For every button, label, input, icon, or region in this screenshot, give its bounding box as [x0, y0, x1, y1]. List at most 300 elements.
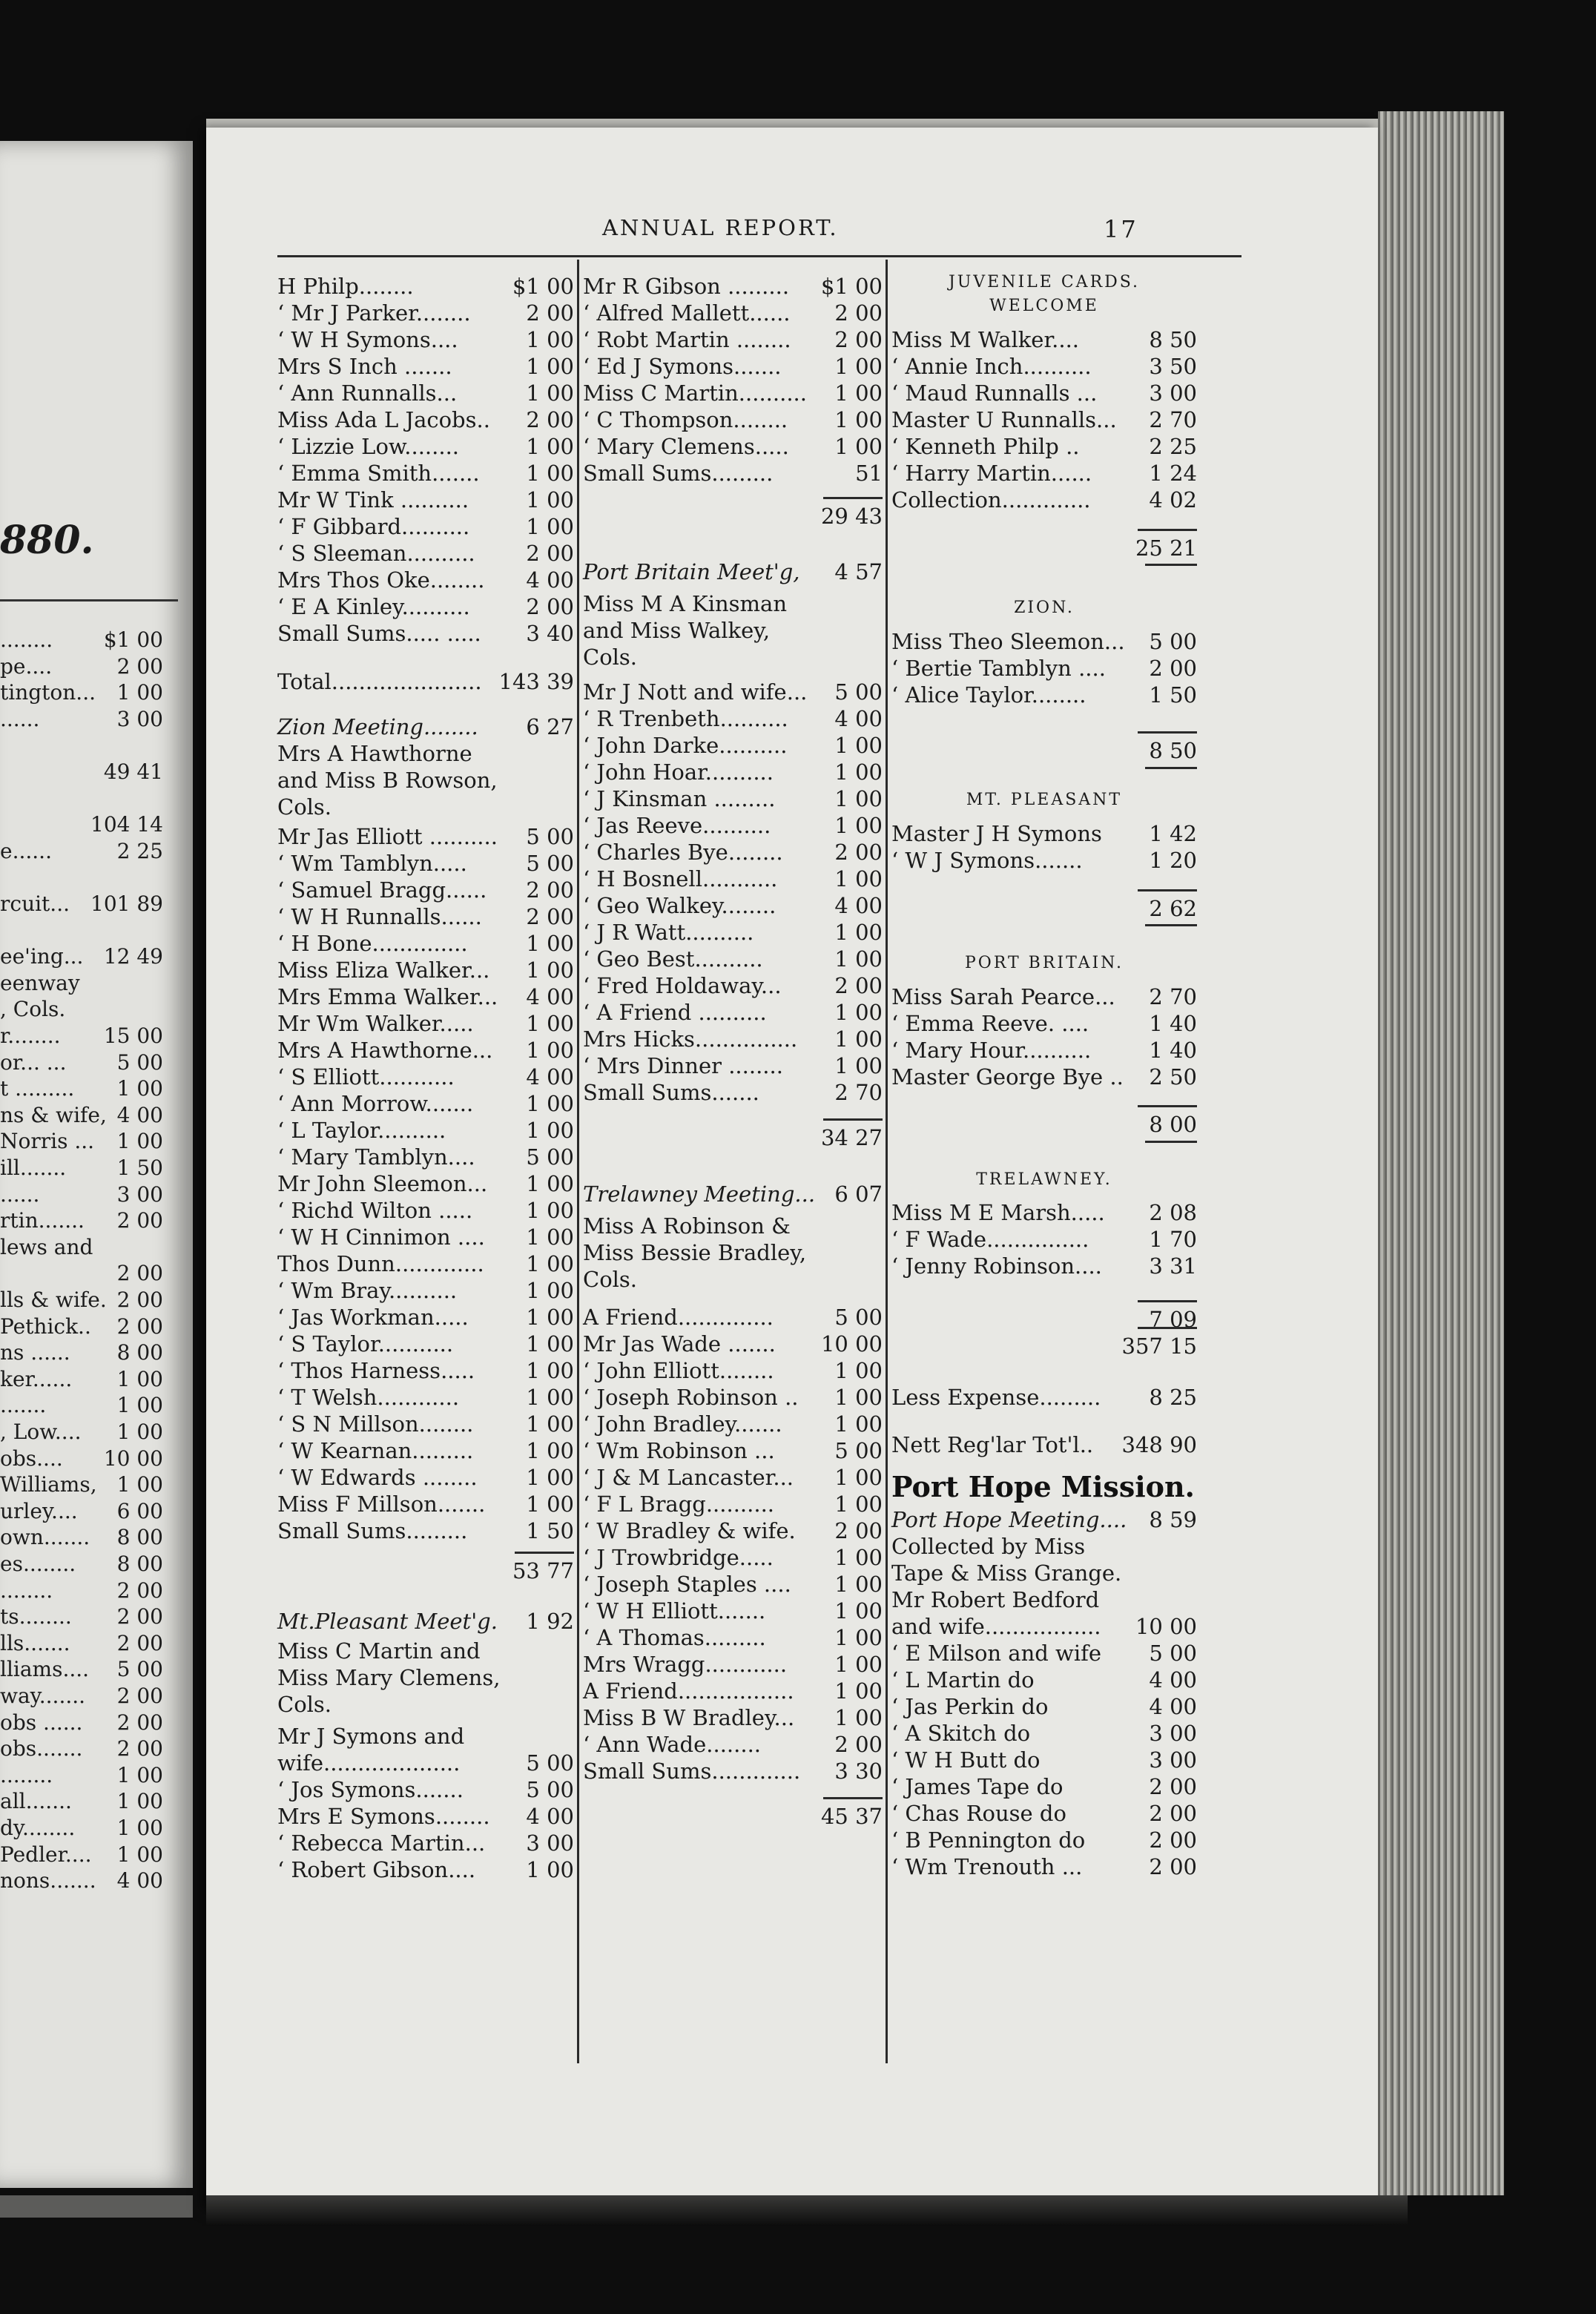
entry-amount: 1 50: [1146, 682, 1197, 708]
entry-amount: 45 37: [818, 1803, 883, 1830]
entry-name: ‘ B Pennington do: [891, 1827, 1086, 1853]
previous-page-row: [0, 1603, 163, 1629]
entry-amount: 34 27: [818, 1124, 883, 1151]
entry-row: [277, 823, 574, 850]
entry-name: Small Sums.........: [277, 1517, 468, 1543]
entry-name: ‘ W H Cinnimon ....: [277, 1224, 485, 1250]
previous-page-row: [0, 653, 163, 679]
entry-row: [277, 1277, 574, 1304]
entry-amount: 6 07: [831, 1181, 883, 1207]
entry-row: [583, 273, 883, 300]
entry-name: ‘ Jas Workman.....: [277, 1304, 469, 1330]
entry-amount: 2 00: [523, 903, 574, 930]
entry-amount: 1 42: [1146, 820, 1197, 847]
page-stack-edges: [1378, 111, 1504, 2195]
entry-amount: 1 00: [523, 1304, 574, 1331]
previous-page-row: [0, 1392, 163, 1418]
entry-name: ‘ Maud Runnalls ...: [891, 380, 1098, 406]
entry-amount: 2 00: [1146, 1800, 1197, 1827]
previous-page-row: [0, 838, 163, 864]
entry-name: Miss Theo Sleemon...: [891, 628, 1125, 654]
entry-name: Miss M E Marsh.....: [891, 1200, 1105, 1226]
previous-page-row: [0, 785, 163, 811]
entry-row: [583, 892, 883, 919]
section-heading: WELCOME: [989, 297, 1099, 316]
entry-row: [891, 326, 1197, 353]
previous-page-row-name: rcuit...: [0, 891, 70, 916]
entry-name: ‘ Jas Reeve..........: [583, 813, 771, 839]
entry-amount: 1 00: [523, 1090, 574, 1117]
entry-name: Nett Reg'lar Tot'l..: [891, 1432, 1094, 1458]
entry-row: [583, 380, 883, 406]
entry-name: Miss Sarah Pearce...: [891, 983, 1115, 1009]
entry-amount: 1 00: [831, 1464, 883, 1491]
entry-name: Small Sums.............: [583, 1758, 801, 1784]
entry-row: [583, 1052, 883, 1079]
previous-page-row-name: rtin.......: [0, 1208, 85, 1233]
entry-name: Mr Robert Bedford: [891, 1587, 1100, 1613]
previous-page-row: [0, 917, 163, 943]
entry-name: ‘ W H Butt do: [891, 1747, 1041, 1773]
entry-row: [583, 460, 883, 487]
previous-page-row-name: ns & wife,: [0, 1102, 107, 1127]
entry-row: [277, 1437, 574, 1464]
entry-name: ‘ Ann Runnalls...: [277, 380, 458, 406]
entry-name: Collected by Miss: [891, 1534, 1086, 1560]
entry-name: ‘ Alfred Mallett......: [583, 300, 791, 326]
entry-name: Mr R Gibson .........: [583, 274, 790, 299]
entry-amount: 3 00: [1146, 1720, 1197, 1747]
entry-row: [277, 1331, 574, 1357]
entry-row: [277, 957, 574, 983]
entry-name: ‘ Annie Inch..........: [891, 354, 1092, 379]
entry-amount: 4 00: [831, 892, 883, 919]
previous-page-row-amount: 2 00: [116, 1261, 163, 1286]
report-page: [206, 128, 1378, 2210]
previous-page-row-amount: 15 00: [103, 1024, 163, 1048]
entry-amount: 2 00: [523, 300, 574, 326]
entry-row: [277, 1090, 574, 1117]
entry-name: ‘ Alice Taylor........: [891, 682, 1086, 708]
entry-row: [277, 406, 574, 433]
entry-row: [277, 1144, 574, 1170]
entry-amount: 2 00: [1146, 1773, 1197, 1800]
previous-page-row: [0, 1446, 163, 1471]
previous-page-row-amount: 1 00: [116, 1816, 163, 1840]
entry-amount: 1 00: [831, 406, 883, 433]
entry-name: ‘ F L Bragg..........: [583, 1491, 775, 1517]
entry-amount: 5 00: [523, 823, 574, 850]
entry-row: [891, 406, 1197, 433]
entry-name: Miss Bessie Bradley,: [583, 1240, 807, 1266]
header-rule: [277, 255, 1241, 257]
entry-row: [583, 558, 883, 585]
previous-page-row: [0, 1788, 163, 1814]
entry-amount: 1 00: [523, 433, 574, 460]
entry-amount: 1 00: [831, 380, 883, 406]
entry-row: [277, 567, 574, 593]
entry-amount: 10 00: [818, 1331, 883, 1357]
entry-name: ‘ E Milson and wife: [891, 1641, 1102, 1667]
subtotal-rule: [1138, 1327, 1197, 1329]
previous-page-row-name: tington...: [0, 680, 96, 705]
previous-page-row: [0, 1287, 163, 1313]
entry-row: [277, 1170, 574, 1197]
entry-name: A Friend..............: [583, 1304, 774, 1330]
entry-name: ‘ J & M Lancaster...: [583, 1464, 794, 1490]
previous-page-row-name: lls.......: [0, 1630, 70, 1655]
subtotal-rule: [1138, 889, 1197, 891]
entry-amount: 1 00: [831, 1704, 883, 1731]
entry-amount: 1 00: [523, 930, 574, 957]
entry-row: [277, 513, 574, 540]
entry-row: [277, 1224, 574, 1250]
entry-name: Collection.............: [891, 487, 1091, 512]
entry-name: ‘ W Bradley & wife.: [583, 1517, 796, 1543]
entry-amount: 1 24: [1146, 460, 1197, 487]
entry-row: [583, 972, 883, 999]
entry-row: [891, 1747, 1197, 1773]
entry-name: Miss Ada L Jacobs..: [277, 407, 490, 432]
entry-name: Port Hope Meeting....: [891, 1507, 1127, 1533]
previous-page-row-amount: 8 00: [116, 1525, 163, 1550]
entry-row: [583, 1544, 883, 1571]
previous-page-row-name: Norris ...: [0, 1129, 95, 1154]
entry-name: ‘ E A Kinley..........: [277, 594, 470, 619]
previous-page-row-amount: 5 00: [116, 1657, 163, 1682]
previous-page-row: [0, 1181, 163, 1207]
entry-amount: 1 00: [831, 919, 883, 946]
entry-name: ‘ S Sleeman..........: [277, 541, 475, 566]
previous-page-row-name: lews and: [0, 1234, 93, 1259]
entry-row: [583, 1079, 883, 1106]
entry-amount: 2 00: [523, 540, 574, 567]
entry-row: [277, 1064, 574, 1090]
entry-row: [583, 406, 883, 433]
section-heading: TRELAWNEY.: [976, 1170, 1112, 1189]
entry-row: [277, 850, 574, 877]
previous-page-row-name: obs....: [0, 1446, 63, 1471]
previous-page-row-name: r........: [0, 1024, 61, 1048]
previous-page-row-name: Williams,: [0, 1472, 97, 1497]
previous-page-row: [0, 1419, 163, 1445]
entry-name: Mrs Thos Oke........: [277, 567, 485, 593]
previous-page-row: [0, 1868, 163, 1893]
previous-page-row: [0, 1366, 163, 1392]
entry-amount: 2 00: [523, 406, 574, 433]
entry-name: ‘ J Trowbridge.....: [583, 1544, 774, 1570]
entry-name: Master J H Symons: [891, 821, 1102, 846]
entry-amount: 3 00: [1146, 380, 1197, 406]
entry-row: [891, 1640, 1197, 1667]
entry-name: ‘ Fred Holdaway...: [583, 973, 782, 999]
previous-page-row-name: ........: [0, 1762, 53, 1787]
previous-page-row-name: way.......: [0, 1684, 86, 1708]
entry-amount: 2 70: [1146, 983, 1197, 1010]
entry-amount: 1 00: [831, 1624, 883, 1651]
previous-page-row-name: lls & wife.: [0, 1288, 107, 1312]
entry-row: [277, 767, 574, 794]
entry-name: H Philp........: [277, 274, 414, 299]
previous-page-row-name: t .........: [0, 1076, 75, 1101]
entry-row: [277, 1250, 574, 1277]
entry-amount: 2 00: [1146, 655, 1197, 682]
section-heading: PORT BRITAIN.: [965, 954, 1124, 972]
column-divider-1: [577, 260, 579, 2063]
entry-name: Zion Meeting........: [277, 714, 478, 739]
entry-amount: 1 00: [523, 1464, 574, 1491]
previous-page-row-amount: 101 89: [90, 891, 163, 916]
entry-name: ‘ W J Symons.......: [891, 848, 1083, 873]
entry-row: [583, 1464, 883, 1491]
entry-amount: 2 00: [831, 326, 883, 353]
entry-name: ‘ Ann Wade........: [583, 1731, 762, 1757]
entry-name: Miss A Robinson &: [583, 1213, 791, 1239]
entry-row: [277, 794, 574, 820]
entry-row: [891, 1800, 1197, 1827]
previous-page-row: [0, 864, 163, 890]
entry-row: [277, 1803, 574, 1830]
entry-amount: 2 00: [831, 839, 883, 866]
previous-page-row-name: lliams....: [0, 1657, 90, 1682]
section-end-rule: [1145, 564, 1197, 566]
entry-amount: 4 57: [831, 558, 883, 585]
entry-amount: 2 00: [1146, 1827, 1197, 1853]
entry-name: ‘ Geo Walkey........: [583, 893, 776, 919]
entry-amount: 1 00: [831, 1052, 883, 1079]
previous-page-row: [0, 1630, 163, 1656]
previous-page-row-amount: 1 00: [116, 1076, 163, 1101]
entry-amount: 1 00: [523, 380, 574, 406]
entry-row: [277, 1750, 574, 1776]
previous-page-row-amount: 2 00: [116, 1684, 163, 1708]
entry-amount: 2 08: [1146, 1199, 1197, 1226]
entry-amount: 1 00: [523, 1250, 574, 1277]
section-end-rule: [1145, 767, 1197, 769]
entry-name: ‘ Robert Gibson....: [277, 1856, 476, 1882]
subtotal-rule: [1138, 529, 1197, 531]
entry-name: Cols.: [583, 1267, 638, 1293]
entry-amount: 1 00: [831, 1384, 883, 1411]
entry-name: ‘ A Thomas.........: [583, 1624, 766, 1650]
entry-amount: 5 00: [831, 679, 883, 705]
previous-page-row: [0, 1128, 163, 1154]
entry-row: [583, 433, 883, 460]
entry-row: [583, 1181, 883, 1207]
entry-name: Cols.: [583, 645, 638, 670]
entry-name: ‘ H Bosnell...........: [583, 866, 778, 892]
entry-amount: 2 00: [831, 300, 883, 326]
entry-name: Master U Runnalls...: [891, 407, 1117, 432]
entry-amount: 1 00: [831, 1571, 883, 1598]
section-end-rule: [1145, 924, 1197, 926]
section-heading: JUVENILE CARDS.: [948, 273, 1141, 291]
entry-amount: 5 00: [523, 1750, 574, 1776]
previous-page-row-amount: 2 00: [116, 1604, 163, 1629]
entry-name: ‘ Kenneth Philp ..: [891, 434, 1080, 459]
previous-page-row-name: urley....: [0, 1498, 78, 1523]
previous-page-row: [0, 1313, 163, 1339]
mission-heading: Port Hope Mission.: [891, 1470, 1195, 1503]
previous-page-row-amount: 3 00: [116, 1181, 163, 1207]
subtotal-rule: [823, 1118, 883, 1121]
entry-name: ‘ H Bone..............: [277, 930, 468, 956]
entry-row: [891, 1037, 1197, 1064]
entry-amount: 1 00: [523, 1277, 574, 1304]
subtotal-rule: [1138, 1105, 1197, 1107]
entry-name: ‘ J R Watt..........: [583, 920, 754, 946]
entry-row: [583, 590, 883, 617]
entry-row: [891, 1827, 1197, 1853]
previous-page-row-name: nons.......: [0, 1868, 96, 1893]
entry-amount: 5 00: [523, 850, 574, 877]
entry-amount: 10 00: [1132, 1613, 1197, 1640]
previous-page-row-amount: 2 00: [116, 1710, 163, 1735]
entry-amount: 6 27: [523, 713, 574, 740]
entry-row: [277, 1010, 574, 1037]
entry-name: ‘ C Thompson........: [583, 407, 788, 432]
subtotal-rule: [1138, 731, 1197, 734]
entry-row: [277, 930, 574, 957]
previous-page-row-amount: 1 50: [116, 1156, 163, 1180]
previous-page-row: [0, 1049, 163, 1075]
previous-page-row-name: ill.......: [0, 1156, 67, 1180]
entry-name: ‘ Rebecca Martin...: [277, 1830, 486, 1856]
entry-row: [583, 1437, 883, 1464]
previous-page-row-amount: 1 00: [116, 1420, 163, 1444]
previous-page-row: [0, 1339, 163, 1365]
entry-row: [583, 1624, 883, 1651]
entry-name: Miss C Martin and: [277, 1638, 481, 1664]
previous-page-bottom-edge: [0, 2195, 193, 2218]
entry-name: Total......................: [277, 668, 482, 694]
entry-name: Mr Wm Walker.....: [277, 1010, 474, 1036]
entry-row: [583, 759, 883, 785]
previous-page-row: [0, 1075, 163, 1101]
entry-amount: 1 00: [523, 1856, 574, 1883]
entry-row: [583, 679, 883, 705]
subtotal-row: [891, 535, 1197, 561]
previous-page-row: [0, 706, 163, 732]
entry-amount: 7 09: [1146, 1306, 1197, 1333]
previous-page-row: [0, 1656, 163, 1682]
entry-row: [583, 1331, 883, 1357]
entry-row: [277, 300, 574, 326]
entry-row: [891, 1226, 1197, 1253]
entry-name: ‘ Wm Robinson ...: [583, 1437, 775, 1463]
entry-name: ‘ W H Symons....: [277, 327, 458, 352]
entry-row: [891, 1560, 1197, 1586]
entry-name: ‘ Robt Martin ........: [583, 327, 791, 352]
entry-name: Mrs A Hawthorne: [277, 741, 472, 766]
entry-name: ‘ L Martin do: [891, 1667, 1035, 1693]
previous-page-row-name: ker......: [0, 1366, 73, 1391]
entry-amount: 5 00: [1146, 628, 1197, 655]
subtotal-row: [891, 1111, 1197, 1138]
entry-amount: 4 00: [523, 983, 574, 1010]
entry-row: [277, 1357, 574, 1384]
entry-name: Mr Jas Wade .......: [583, 1331, 776, 1357]
entry-row: [277, 1411, 574, 1437]
entry-row: [891, 820, 1197, 847]
entry-amount: 348 90: [1119, 1431, 1197, 1458]
entry-name: ‘ John Bradley.......: [583, 1411, 782, 1437]
entry-name: ‘ Harry Martin......: [891, 461, 1092, 486]
previous-page-row-amount: 6 00: [116, 1498, 163, 1523]
entry-name: ‘ Wm Bray..........: [277, 1277, 458, 1303]
previous-page-row-name: obs.......: [0, 1736, 83, 1761]
entry-row: [891, 1431, 1197, 1458]
entry-row: [891, 1586, 1197, 1613]
previous-page-row-amount: 4 00: [116, 1102, 163, 1127]
subtotal-rule: [823, 1797, 883, 1799]
entry-row: [583, 1598, 883, 1624]
entry-amount: 3 31: [1146, 1253, 1197, 1279]
entry-row: [583, 644, 883, 670]
entry-name: Mt.Pleasant Meet'g.: [277, 1609, 498, 1634]
subtotal-rule: [823, 497, 883, 499]
entry-amount: 2 50: [1146, 1064, 1197, 1090]
previous-page-row-name: e......: [0, 838, 52, 863]
previous-page-row-name: ........: [0, 627, 53, 652]
entry-row: [277, 713, 574, 740]
entry-name: Miss Mary Clemens,: [277, 1664, 501, 1690]
entry-amount: 1 00: [831, 999, 883, 1026]
entry-row: [277, 273, 574, 300]
page-bottom-edge: [206, 2195, 1408, 2225]
previous-page-row: [0, 1524, 163, 1550]
entry-row: [583, 1758, 883, 1784]
previous-page-row: [0, 811, 163, 837]
subtotal-row: [891, 737, 1197, 764]
entry-row: [277, 740, 574, 767]
entry-name: ‘ Mary Hour..........: [891, 1037, 1092, 1063]
entry-name: ‘ Mrs Dinner ........: [583, 1053, 783, 1079]
previous-page-row-amount: 1 00: [116, 1842, 163, 1867]
entry-row: [277, 380, 574, 406]
previous-page-row-amount: 2 00: [116, 1313, 163, 1339]
section-heading: MT. PLEASANT: [966, 791, 1123, 810]
previous-page-row-name: .......: [0, 1393, 47, 1418]
entry-row: [277, 1517, 574, 1544]
entry-amount: 1 00: [523, 353, 574, 380]
entry-row: [891, 1253, 1197, 1279]
previous-page-row: [0, 1234, 163, 1260]
previous-page-row-amount: 1 00: [116, 1393, 163, 1418]
previous-page-row-amount: 2 00: [116, 653, 163, 679]
previous-page-row-amount: 1 00: [116, 1129, 163, 1154]
entry-amount: 2 70: [831, 1079, 883, 1106]
entry-row: [277, 668, 574, 695]
previous-page-row-amount: 2 25: [116, 838, 163, 863]
entry-name: wife....................: [277, 1750, 461, 1776]
entry-row: [277, 1608, 574, 1635]
entry-name: ‘ Joseph Robinson ..: [583, 1384, 799, 1410]
entry-name: Mrs Hicks...............: [583, 1026, 798, 1052]
previous-page-row: [0, 732, 163, 758]
entry-row: [583, 946, 883, 972]
entry-name: ‘ Richd Wilton .....: [277, 1197, 473, 1223]
entry-row: [583, 1357, 883, 1384]
entry-row: [891, 1064, 1197, 1090]
entry-row: [277, 903, 574, 930]
previous-page-row-name: , Low....: [0, 1420, 82, 1444]
entry-amount: 1 00: [523, 1357, 574, 1384]
entry-row: [277, 1117, 574, 1144]
entry-row: [583, 839, 883, 866]
entry-name: Small Sums..... .....: [277, 621, 481, 646]
entry-amount: 1 00: [523, 1384, 574, 1411]
